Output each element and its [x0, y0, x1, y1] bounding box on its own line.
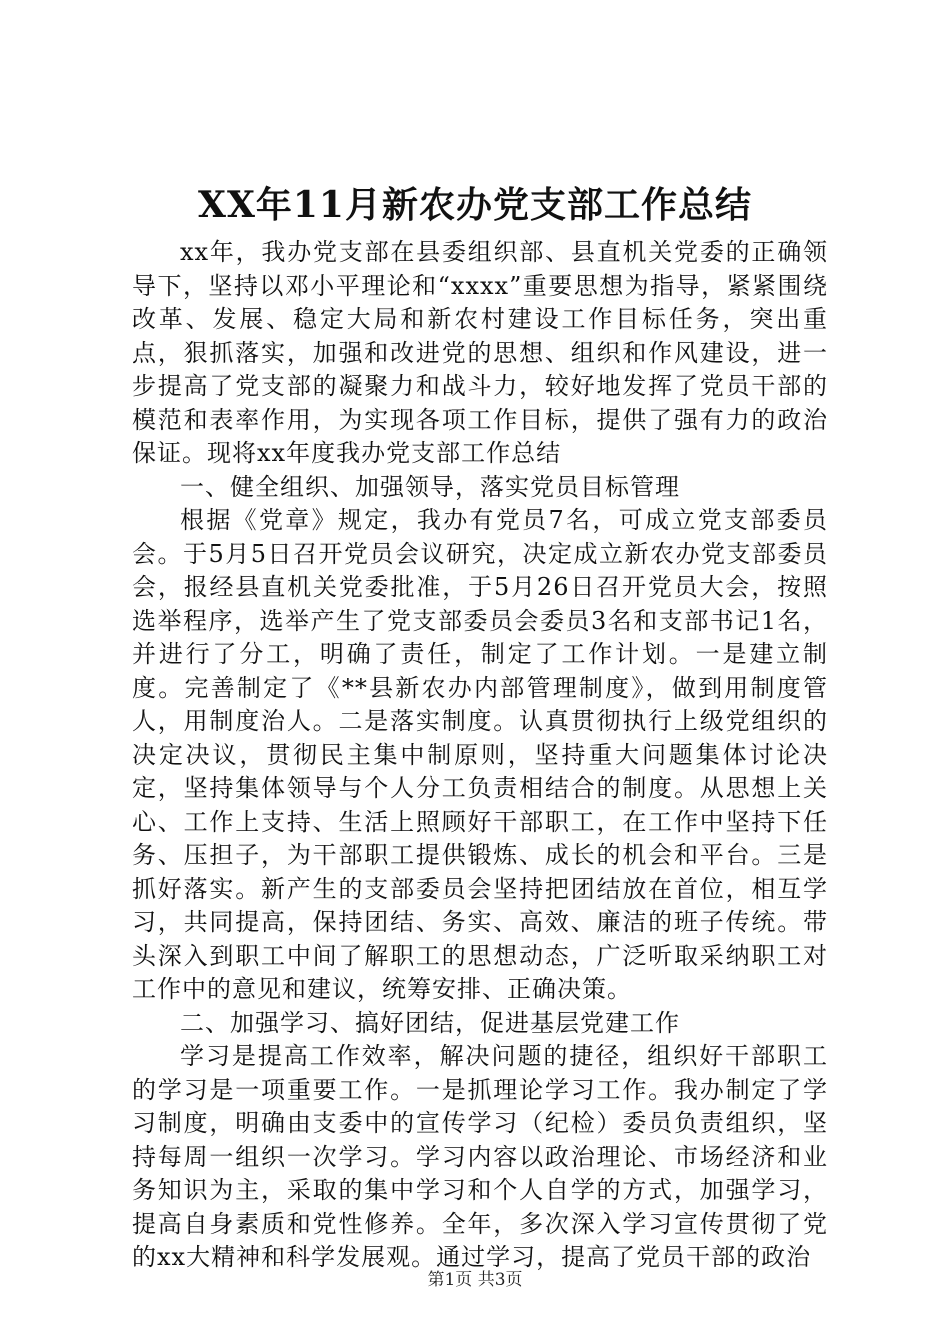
section-heading-2: 二、加强学习、搞好团结，促进基层党建工作	[180, 1008, 680, 1037]
document-title: XX年11月新农办党支部工作总结	[198, 184, 752, 226]
paragraph-section-1: 根据《党章》规定，我办有党员7名，可成立党支部委员会。于5月5日召开党员会议研究，决定成立新农办党支部委员会，报经县直机关党委批准，于5月26日召开党员大会，按照选举程序，选举产生了党支部委员会委员3名和支部书记1名，并进行了分工，明确了责任，制定了工作计划。一是建立制度。完善制定了《**县新农办内部管理制度》，做到用制度管人，用制度治人。二是落实制度。认真贯彻执行上级党组织的决定决议，贯彻民主集中制原则，坚持重大问题集体讨论决定，坚持集体领导与个人分工负责相结合的制度。从思想上关心、工作上支持、生活上照顾好干部职工，在工作中坚持下任务、压担子，为干部职工提供锻炼、成长的机会和平台。三是抓好落实。新产生的支部委员会坚持把团结放在首位，相互学习，共同提高，保持团结、务实、高效、廉洁的班子传统。带头深入到职工中间了解职工的思想动态，广泛听取采纳职工对工作中的意见和建议，统筹安排、正确决策。	[132, 506, 828, 1003]
paragraph-section-2: 学习是提高工作效率，解决问题的捷径，组织好干部职工的学习是一项重要工作。一是抓理论学习工作。我办制定了学习制度，明确由支委中的宣传学习（纪检）委员负责组织，坚持每周一组织一次学习。学习内容以政治理论、市场经济和业务知识为主，采取的集中学习和个人自学的方式，加强学习，提高自身素质和党性修养。全年，多次深入学习宣传贯彻了党的xx大精神和科学发展观。通过学习，提高了党员干部的政治	[132, 1042, 828, 1271]
page-number-footer: 第1页 共3页	[427, 1270, 523, 1290]
document-body	[132, 236, 828, 1275]
section-heading-1: 一、健全组织、加强领导，落实党员目标管理	[180, 472, 680, 501]
paragraph-intro: xx年，我办党支部在县委组织部、县直机关党委的正确领导下，坚持以邓小平理论和“xxxx”重要思想为指导，紧紧围绕改革、发展、稳定大局和新农村建设工作目标任务，突出重点，狠抓落实，加强和改进党的思想、组织和作风建设，进一步提高了党支部的凝聚力和战斗力，较好地发挥了党员干部的模范和表率作用，为实现各项工作目标，提供了强有力的政治保证。现将xx年度我办党支部工作总结	[132, 238, 828, 467]
